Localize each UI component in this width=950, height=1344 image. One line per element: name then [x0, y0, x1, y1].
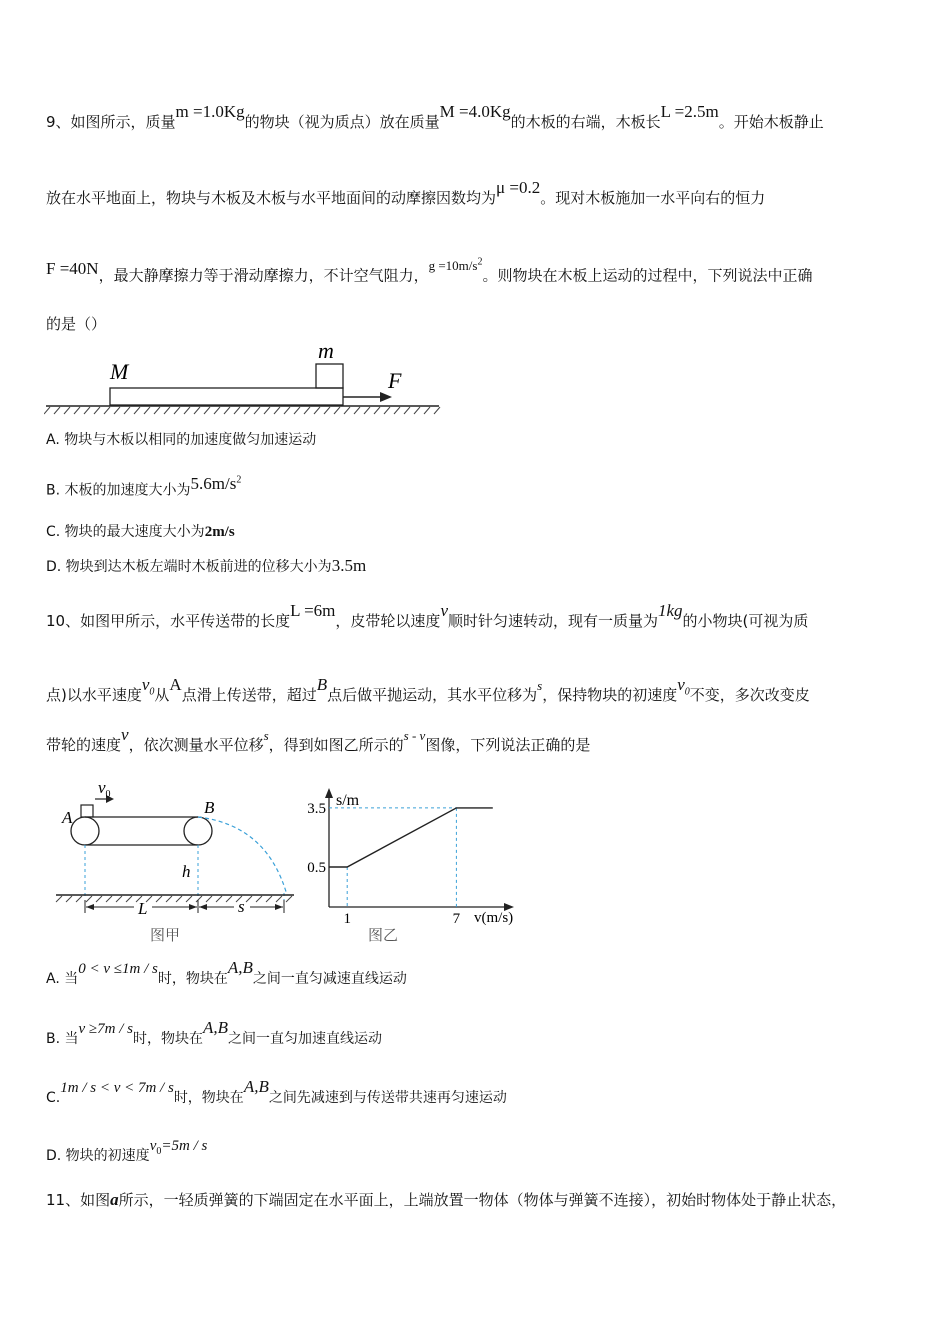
q10-text: 图像，下列说法正确的是	[425, 736, 591, 754]
q10-v: v	[121, 725, 129, 744]
q9-mu: μ =0.2	[496, 178, 541, 197]
q10-v0: $v_0$	[141, 675, 155, 698]
q10-text: ，依次测量水平位移	[128, 736, 264, 754]
option-d-value: 3.5m	[331, 556, 367, 575]
q9-length-L: L =2.5m	[660, 102, 719, 121]
option-ab: A,B	[243, 1077, 269, 1096]
q9-line1	[46, 102, 824, 132]
q9-text: ，最大静摩擦力等于滑动摩擦力，不计空气阻力，	[98, 266, 429, 285]
q10-s: s	[263, 728, 269, 743]
option-text: 之间一直匀减速直线运动	[252, 971, 407, 987]
q9-text: 的物块（视为质点）放在质量	[244, 113, 440, 131]
q11-text: 11、如图	[46, 1191, 111, 1209]
q10-option-b	[46, 1018, 383, 1049]
q9-text: 。开始木板静止	[718, 113, 824, 131]
label-v0: $v_0$	[98, 778, 111, 800]
q10-sv: s - v	[403, 728, 426, 743]
q10-text: 不变，多次改变皮	[689, 686, 810, 704]
q10-text: 点后做平抛运动，其水平位移为	[327, 686, 538, 704]
option-ab: A,B	[203, 1018, 229, 1037]
label-F: F	[388, 368, 402, 393]
chart-ticks	[307, 801, 460, 927]
q9-gravity-g: $g =10m/s^2$	[428, 257, 483, 274]
q9-line4: 的是（）	[46, 315, 107, 333]
label-B: B	[204, 798, 215, 817]
option-text: C. 物块的最大速度大小为	[46, 524, 205, 540]
x-axis-label: v(m/s)	[474, 910, 514, 926]
q9-line3	[46, 257, 813, 286]
tick-label-x-1: 1	[343, 911, 351, 927]
option-text: A. 当	[46, 971, 79, 987]
q11-figure-a: a	[110, 1190, 119, 1209]
q10-line1	[46, 601, 809, 631]
label-M: M	[110, 359, 129, 384]
q9-text: 9、如图所示，质量	[46, 113, 176, 131]
option-b-value: $5.6m/s^2$	[190, 473, 242, 493]
q9-text: 。则物块在木板上运动的过程中，下列说法中正确	[482, 266, 813, 285]
block-m	[316, 364, 343, 388]
option-text: C.	[46, 1090, 61, 1106]
label-s: s	[238, 897, 245, 916]
tick-label-y-3.5: 3.5	[307, 800, 326, 817]
label-L: L	[138, 899, 148, 918]
q10-length-L: L =6m	[290, 601, 336, 620]
q9-text: 放在水平地面上，物块与木板及木板与水平地面间的动摩擦因数均为	[46, 189, 497, 207]
board-M	[110, 388, 343, 405]
option-text: 时，物块在	[157, 971, 228, 987]
tick-label-x-7: 7	[452, 911, 461, 927]
option-b-condition: v ≥7m / s	[78, 1021, 133, 1037]
y-axis-label: s/m	[336, 792, 360, 809]
q10-point-a: A	[169, 675, 182, 694]
option-c-condition: 1m / s < v < 7m / s	[60, 1080, 174, 1096]
caption-yi: 图乙	[368, 926, 399, 944]
q10-figure-jia	[52, 775, 302, 947]
q9-option-d	[46, 556, 366, 577]
ground-hatch	[44, 407, 440, 414]
option-text: B. 木板的加速度大小为	[46, 482, 191, 499]
force-arrowhead	[380, 392, 392, 402]
q10-v: v	[440, 601, 448, 620]
option-ab: A,B	[227, 958, 253, 977]
q9-text: 的木板的右端，木板长	[510, 113, 661, 131]
q9-mass-M: M =4.0Kg	[439, 102, 511, 121]
label-A: A	[62, 808, 73, 827]
option-text: 时，物块在	[133, 1031, 203, 1047]
option-text: D. 物块到达木板左端时木板前进的位移大小为	[46, 559, 332, 575]
option-text: B. 当	[46, 1031, 79, 1047]
q10-text: 从	[154, 686, 170, 704]
pulley-right	[184, 817, 212, 845]
label-h: h	[182, 862, 191, 881]
q10-option-c	[46, 1077, 507, 1108]
y-axis-arrow	[325, 788, 333, 798]
ground-hatch	[56, 896, 292, 902]
q9-option-a: A. 物块与木板以相同的加速度做匀加速运动	[46, 432, 317, 448]
q10-figure-yi	[300, 782, 525, 947]
option-c-value: 2m/s	[204, 524, 235, 540]
small-block	[81, 805, 93, 817]
q10-s: s	[537, 678, 543, 693]
q10-line2	[46, 675, 810, 712]
q10-option-d	[46, 1138, 208, 1172]
option-text: 之间一直匀加速直线运动	[228, 1031, 383, 1047]
q9-option-c	[46, 522, 235, 542]
q10-text: 10、如图甲所示，水平传送带的长度	[46, 612, 291, 630]
q9-option-b	[46, 473, 242, 501]
label-m: m	[318, 338, 334, 363]
option-a-condition: 0 < v ≤1m / s	[78, 961, 158, 977]
q9-force-F: F =40N	[46, 259, 99, 279]
q10-v0b: $v_0$	[677, 675, 690, 698]
q11-line1	[46, 1190, 846, 1210]
q10-point-b: B	[316, 675, 328, 694]
q10-option-a	[46, 958, 407, 989]
tick-label-y-0.5: 0.5	[307, 860, 326, 876]
q10-mass: 1kg	[658, 601, 683, 620]
q9-mass-m: m =1.0Kg	[175, 102, 245, 121]
option-text: D. 物块的初速度	[46, 1148, 150, 1164]
q10-text: ，皮带轮以速度	[335, 612, 441, 630]
q10-text: 点滑上传送带，超过	[181, 686, 317, 704]
caption-jia: 图甲	[150, 926, 181, 944]
option-text: 之间先减速到与传送带共速再匀速运动	[268, 1090, 507, 1106]
q10-text: 带轮的速度	[46, 736, 122, 754]
option-d-value: $v_0=5m / s$	[149, 1138, 208, 1157]
q11-text: 所示，一轻质弹簧的下端固定在水平面上，上端放置一物体（物体与弹簧不连接），初始时物体处于静止状态，	[118, 1191, 847, 1209]
q10-text: 顺时针匀速转动，现有一质量为	[447, 612, 658, 630]
q10-text: ，得到如图乙所示的	[268, 736, 404, 754]
series-line	[329, 808, 493, 867]
q10-text: ，保持物块的初速度	[542, 686, 678, 704]
q9-figure	[44, 336, 444, 416]
option-text: 时，物块在	[173, 1090, 244, 1106]
q10-text: 的小物块(可视为质	[682, 612, 809, 630]
q9-line2	[46, 178, 766, 208]
q10-text: 点)以水平速度	[46, 686, 142, 704]
pulley-left	[71, 817, 99, 845]
chart-guides	[329, 808, 456, 907]
q10-line3	[46, 725, 591, 756]
q9-text: 。现对木板施加一水平向右的恒力	[540, 189, 766, 207]
